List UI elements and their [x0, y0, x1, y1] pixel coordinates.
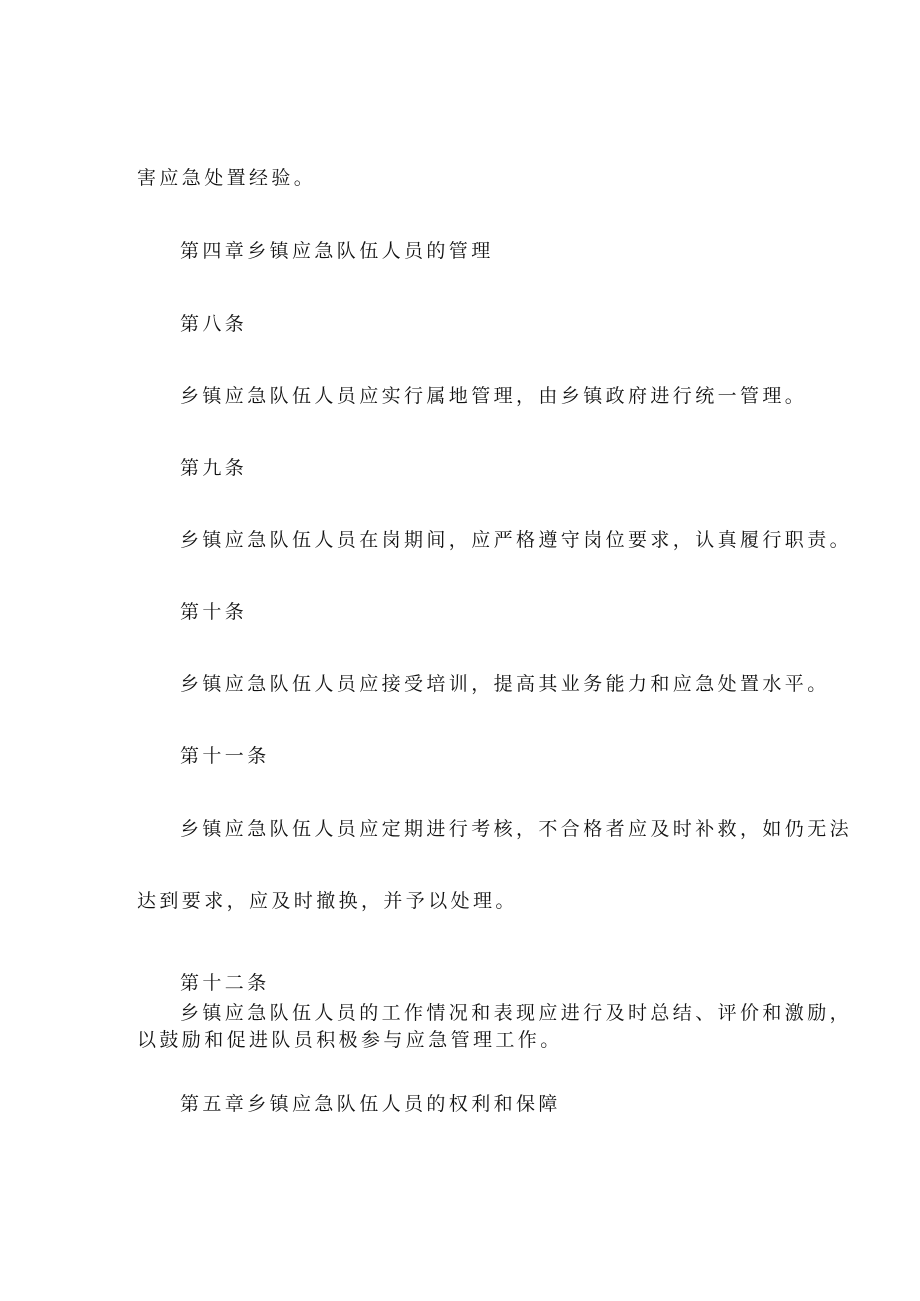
article-heading-12: 第十二条	[180, 972, 270, 994]
article-8-text: 乡镇应急队伍人员应实行属地管理，由乡镇政府进行统一管理。	[180, 385, 808, 407]
article-11-text-line-1: 乡镇应急队伍人员应定期进行考核，不合格者应及时补救，如仍无法	[180, 818, 853, 840]
article-11-text-line-2: 达到要求，应及时撤换，并予以处理。	[137, 890, 518, 912]
article-heading-9: 第九条	[180, 457, 248, 479]
chapter-heading-5: 第五章乡镇应急队伍人员的权利和保障	[180, 1093, 561, 1115]
article-heading-11: 第十一条	[180, 745, 270, 767]
article-12-text-line-2: 以鼓励和促进队员积极参与应急管理工作。	[137, 1029, 563, 1051]
article-heading-10: 第十条	[180, 601, 248, 623]
article-heading-8: 第八条	[180, 313, 248, 335]
article-10-text: 乡镇应急队伍人员应接受培训，提高其业务能力和应急处置水平。	[180, 673, 830, 695]
paragraph-continuation: 害应急处置经验。	[137, 167, 317, 189]
chapter-heading-4: 第四章乡镇应急队伍人员的管理	[180, 240, 494, 262]
article-9-text: 乡镇应急队伍人员在岗期间，应严格遵守岗位要求，认真履行职责。	[180, 529, 853, 551]
article-12-text-line-1: 乡镇应急队伍人员的工作情况和表现应进行及时总结、评价和激励，	[180, 1002, 853, 1024]
